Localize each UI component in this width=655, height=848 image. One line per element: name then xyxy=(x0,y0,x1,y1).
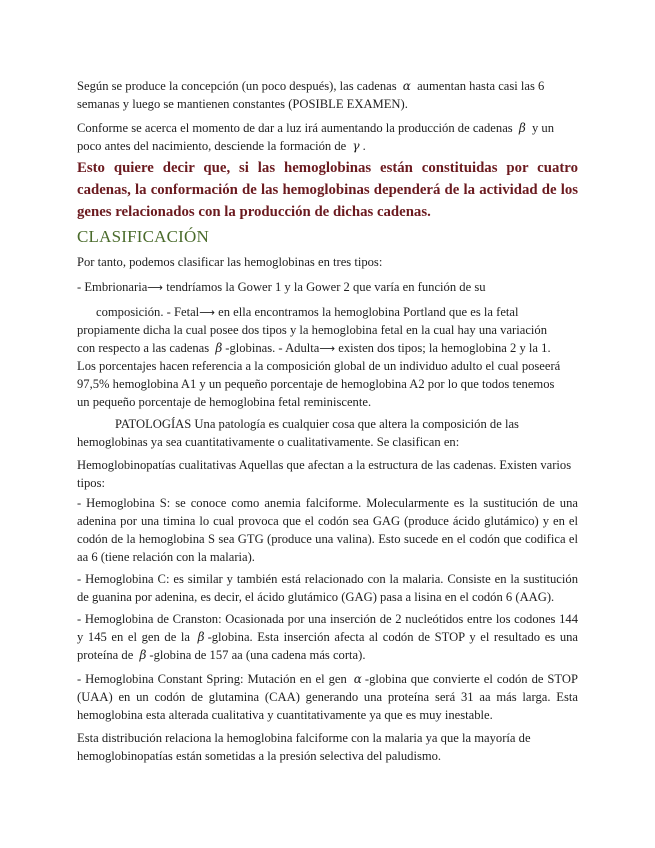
tipos-line-5: Los porcentajes hacen referencia a la composición global de un individuo adulto el cual poseerá xyxy=(77,359,561,373)
hemoglobina-constant-spring-paragraph xyxy=(77,670,578,724)
text-span: - Embrionaria xyxy=(77,280,148,294)
final-paragraph: Esta distribución relaciona la hemoglobina falciforme con la malaria ya que la mayoría de hemoglobinopatías están sometidas a la presión selectiva del paludismo. xyxy=(77,731,531,763)
tipos-line-7: un pequeño porcentaje de hemoglobina fetal reminiscente. xyxy=(77,395,372,409)
paragraph-alpha-line-1 xyxy=(77,77,544,95)
paragraph-alpha-line-2: semanas y luego se mantienen constantes (POSIBLE EXAMEN). xyxy=(77,97,408,111)
patologias-line-1: PATOLOGÍAS Una patología es cualquier cosa que altera la composición de las xyxy=(115,417,519,431)
text-span: -globina que convierte el codón de STOP (UAA) en un codón de glutamina (CAA) generando una proteína será 31 aa más larga. Esta hemoglobina esta alterada cualitativa y cuantitativamente ya que es muy inestable. xyxy=(77,672,578,722)
text-span: existen dos tipos; la hemoglobina 2 y la 1. xyxy=(335,341,551,355)
beta-symbol: β xyxy=(518,121,526,135)
text-span: - Hemoglobina Constant Spring: Mutación en el gen xyxy=(77,672,347,686)
tipos-line-6: 97,5% hemoglobina A1 y un pequeño porcentaje de hemoglobina A2 por lo que todos tenemos xyxy=(77,377,555,391)
alpha-symbol: α xyxy=(353,672,362,686)
tipos-line-1 xyxy=(77,278,486,297)
hemoglobina-cranston-paragraph xyxy=(77,610,578,664)
tipos-line-3: propiamente dicha la cual posee dos tipos y la hemoglobina fetal en la cual hay una variación xyxy=(77,323,547,337)
paragraph-beta-line-2 xyxy=(77,137,366,155)
text-span: - Hemoglobina de Cranston: Ocasionada por una inserción de 2 nucleótidos entre los codones 144 y 145 en el gen de la xyxy=(77,612,578,644)
text-span: -globina. Esta inserción afecta al codón de STOP y el resultado es una proteína de xyxy=(77,630,578,662)
arrow-icon: ⟶ xyxy=(319,342,336,355)
text-span: composición. - Fetal xyxy=(96,305,200,319)
text-span: aumentan hasta casi las 6 xyxy=(417,79,545,93)
text-span: . xyxy=(362,139,366,153)
text-span: en ella encontramos la hemoglobina Portland que es la fetal xyxy=(214,305,519,319)
beta-symbol: β xyxy=(215,341,223,355)
intro-text: Por tanto, podemos clasificar las hemoglobinas en tres tipos: xyxy=(77,255,383,269)
text-span: tendríamos la Gower 1 y la Gower 2 que varía en función de su xyxy=(163,280,486,294)
emphasis-paragraph: Esto quiere decir que, si las hemoglobinas están constituidas por cuatro cadenas, la conformación de las hemoglobinas dependerá de la actividad de los genes relacionados con la producción de dichas cadenas. xyxy=(77,160,578,220)
text-span: -globina de 157 aa (una cadena más corta). xyxy=(149,648,366,662)
text-span: y un xyxy=(531,121,554,135)
text-span: con respecto a las cadenas xyxy=(77,341,210,355)
tipos-line-4 xyxy=(77,339,551,358)
arrow-icon: ⟶ xyxy=(199,306,215,319)
tipos-line-2 xyxy=(96,303,519,322)
text-span: -globinas. - Adulta xyxy=(225,341,320,355)
paragraph-beta-line-1 xyxy=(77,119,554,137)
section-heading: CLASIFICACIÓN xyxy=(77,227,210,246)
beta-symbol: β xyxy=(139,648,147,662)
patologias-line-2: hemoglobinas ya sea cuantitativamente o cualitativamente. Se clasifican en: xyxy=(77,435,460,449)
text-span: Conforme se acerca el momento de dar a luz irá aumentando la producción de cadenas xyxy=(77,121,513,135)
hemoglobina-c-paragraph: - Hemoglobina C: es similar y también está relacionado con la malaria. Consiste en la sustitución de guanina por adenina, es decir, el ácido glutámico (GAG) pasa a lisina en el codón 6 (AAG). xyxy=(77,572,578,604)
arrow-icon: ⟶ xyxy=(147,281,164,294)
cualitativas-paragraph: Hemoglobinopatías cualitativas Aquellas que afectan a la estructura de las cadenas. Existen varios tipos: xyxy=(77,458,572,490)
text-span: poco antes del nacimiento, desciende la formación de xyxy=(77,139,347,153)
hemoglobina-s-paragraph: - Hemoglobina S: se conoce como anemia falciforme. Molecularmente es la sustitución de una adenina por una timina lo cual provoca que el codón sea GAG (produce ácido glutámico) y en el codón de la hemoglobina S sea GTG (produce una valina). Esto sucede en el codón que codifica el aa 6 (tiene relación con la malaria). xyxy=(77,496,578,564)
alpha-symbol: α xyxy=(402,79,411,93)
beta-symbol: β xyxy=(197,630,205,644)
gamma-symbol: γ xyxy=(352,139,360,153)
text-span: Según se produce la concepción (un poco después), las cadenas xyxy=(77,79,397,93)
